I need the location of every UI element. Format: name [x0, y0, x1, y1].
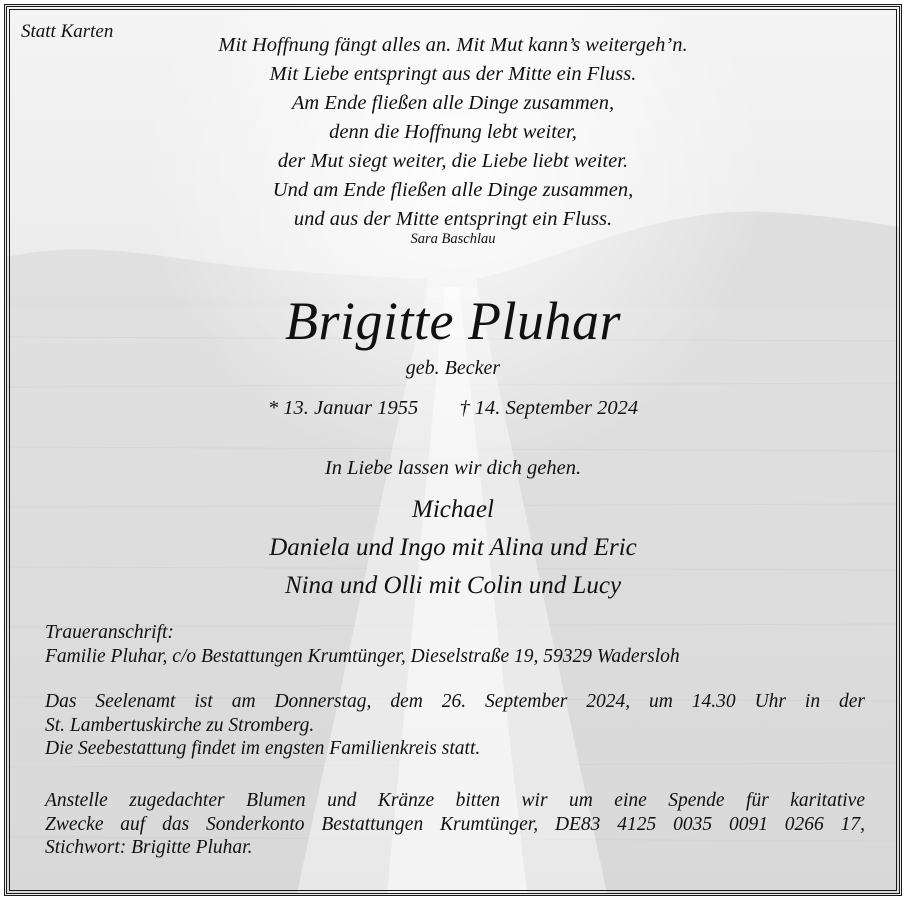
- mourners-intro: In Liebe lassen wir dich gehen.: [324, 457, 582, 479]
- statt-karten-label: Statt Karten: [21, 21, 114, 42]
- deceased-name: Brigitte Pluhar: [285, 291, 621, 351]
- poem-line: Und am Ende fließen alle Dinge zusammen,: [272, 179, 634, 201]
- mourner-name: Michael: [412, 496, 494, 523]
- donation-line: Stichwort: Brigitte Pluhar.: [45, 837, 253, 858]
- poem-line: und aus der Mitte entspringt ein Fluss.: [293, 208, 613, 230]
- service-line: St. Lambertuskirche zu Stromberg.: [45, 714, 315, 736]
- poem-author: Sara Baschlau: [410, 231, 496, 247]
- mourning-address: [45, 621, 865, 668]
- address-label: Traueranschrift:: [45, 622, 174, 643]
- death-date: † 14. September 2024: [459, 397, 639, 419]
- poem-line: Am Ende fließen alle Dinge zusammen,: [291, 92, 615, 114]
- poem-line: Mit Hoffnung fängt alles an. Mit Mut kann’s weitergeh’n.: [218, 34, 688, 56]
- address-text: Familie Pluhar, c/o Bestattungen Krumtünger, Dieselstraße 19, 59329 Wadersloh: [45, 645, 680, 667]
- poem-line: denn die Hoffnung lebt weiter,: [329, 121, 577, 143]
- birth-name: geb. Becker: [405, 357, 501, 379]
- service-line: Die Seebestattung findet im engsten Familienkreis statt.: [45, 738, 481, 759]
- life-dates: [7, 397, 899, 420]
- donation-line: Zwecke auf das Sonderkonto Bestattungen Krumtünger, DE83 4125 0035 0091 0266 17,: [45, 813, 865, 835]
- service-line: Das Seelenamt ist am Donnerstag, dem 26. September 2024, um 14.30 Uhr in der: [45, 691, 865, 712]
- birth-date: * 13. Januar 1955: [267, 397, 419, 419]
- poem-line: der Mut siegt weiter, die Liebe liebt weiter.: [277, 150, 629, 172]
- poem: [7, 31, 899, 234]
- mourners-list: [7, 491, 899, 605]
- donation-info: [45, 789, 865, 860]
- donation-line: Anstelle zugedachter Blumen und Kränze bitten wir um eine Spende für karitative: [45, 790, 865, 811]
- service-info: [45, 690, 865, 761]
- obituary-card: [4, 4, 902, 896]
- mourner-name: Nina und Olli mit Colin und Lucy: [284, 572, 622, 599]
- mourner-name: Daniela und Ingo mit Alina und Eric: [269, 534, 637, 561]
- poem-line: Mit Liebe entspringt aus der Mitte ein Fluss.: [269, 63, 637, 85]
